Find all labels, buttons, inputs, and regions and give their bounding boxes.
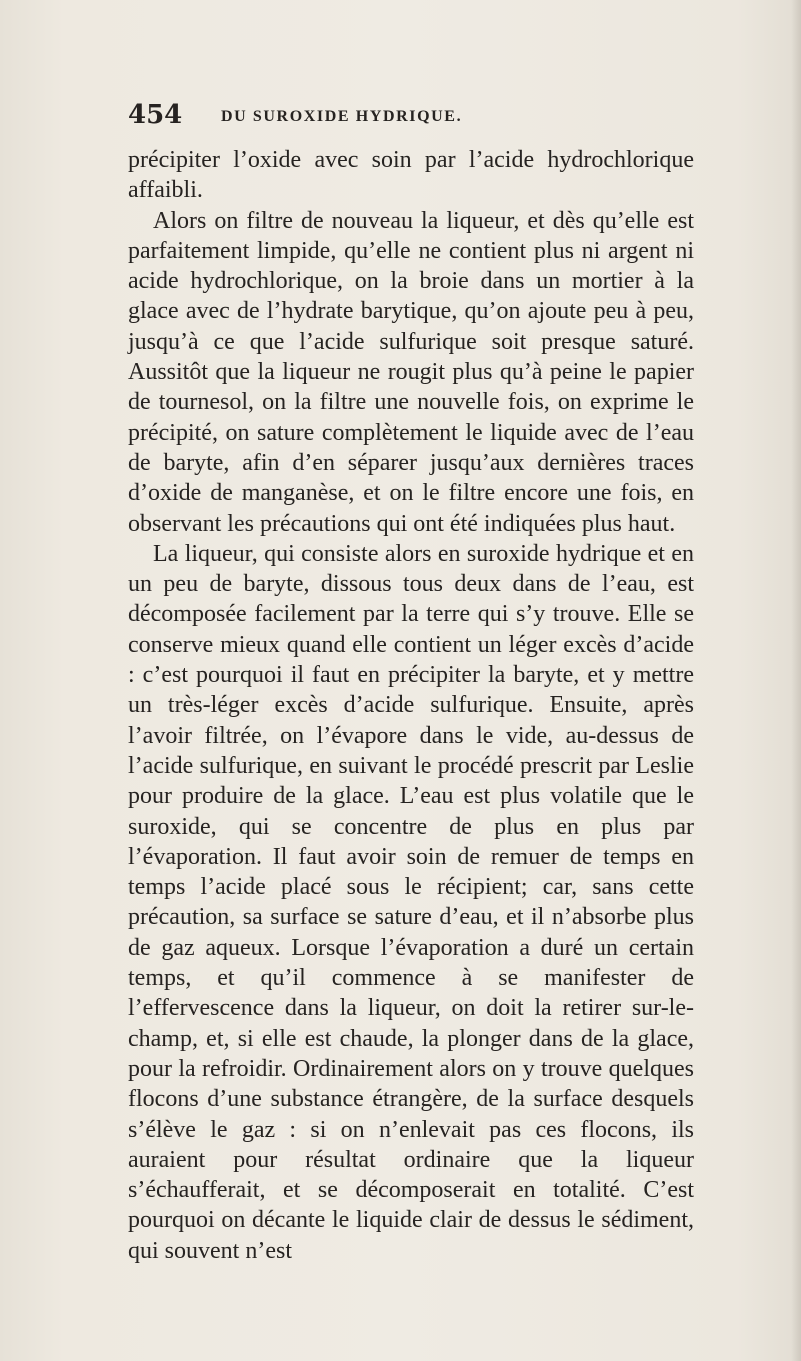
paragraph: Alors on filtre de nouveau la liqueur, et dès qu’elle est parfaitement limpide, qu’elle ne contient plus ni argent ni acide hydrochlorique, on la broie dans un mortier à la glace avec de l’hydrate barytique, qu’on ajoute peu à peu, jusqu’à ce que l’acide sulfurique soit presque saturé. Aussitôt que la liqueur ne rougit plus qu’à peine le papier de tournesol, on la filtre une nouvelle fois, on exprime le précipité, on sature complètement le liquide avec de l’eau de baryte, afin d’en séparer jusqu’aux dernières traces d’oxide de manganèse, et on le filtre encore une fois, en observant les précautions qui ont été indiquées plus haut. (128, 207, 694, 537)
page-edge-shadow (791, 0, 801, 1361)
paragraph: La liqueur, qui consiste alors en suroxide hydrique et en un peu de baryte, dissous tous deux dans de l’eau, est décomposée facilement par la terre qui s’y trouve. Elle se conserve mieux quand elle contient un léger excès d’acide : c’est pourquoi il faut en précipiter la baryte, et y mettre un très-léger excès d’acide sulfurique. Ensuite, après l’avoir filtrée, on l’évapore dans le vide, au-dessus de l’acide sulfurique, en suivant le procédé prescrit par Leslie pour produire de la glace. L’eau est plus volatile que le suroxide, qui se concentre de plus en plus par l’évaporation. Il faut avoir soin de remuer de temps en temps l’acide placé sous le récipient; car, sans cette précaution, sa surface se sature d’eau, et il n’absorbe plus de gaz aqueux. Lorsque l’évaporation a duré un certain temps, et qu’il commence à se manifester de l’effervescence dans la liqueur, on doit la retirer sur-le-champ, et, si elle est chaude, la plonger dans de la glace, pour la refroidir. Ordinairement alors on y trouve quelques flocons d’une substance étrangère, de la surface desquels s’élève le gaz : si on n’enlevait pas ces flocons, ils auraient pour résultat ordinaire que la liqueur s’échaufferait, et se décomposerait en totalité. C’est pourquoi on décante le liquide clair de dessus le sédiment, qui souvent n’est (128, 540, 694, 1264)
page-header (128, 100, 694, 140)
body-text (128, 145, 694, 1266)
paragraph: précipiter l’oxide avec soin par l’acide hydrochlorique affaibli. (128, 147, 694, 204)
page-number: 454 (128, 100, 183, 130)
running-title: DU SUROXIDE HYDRIQUE. (221, 108, 463, 125)
